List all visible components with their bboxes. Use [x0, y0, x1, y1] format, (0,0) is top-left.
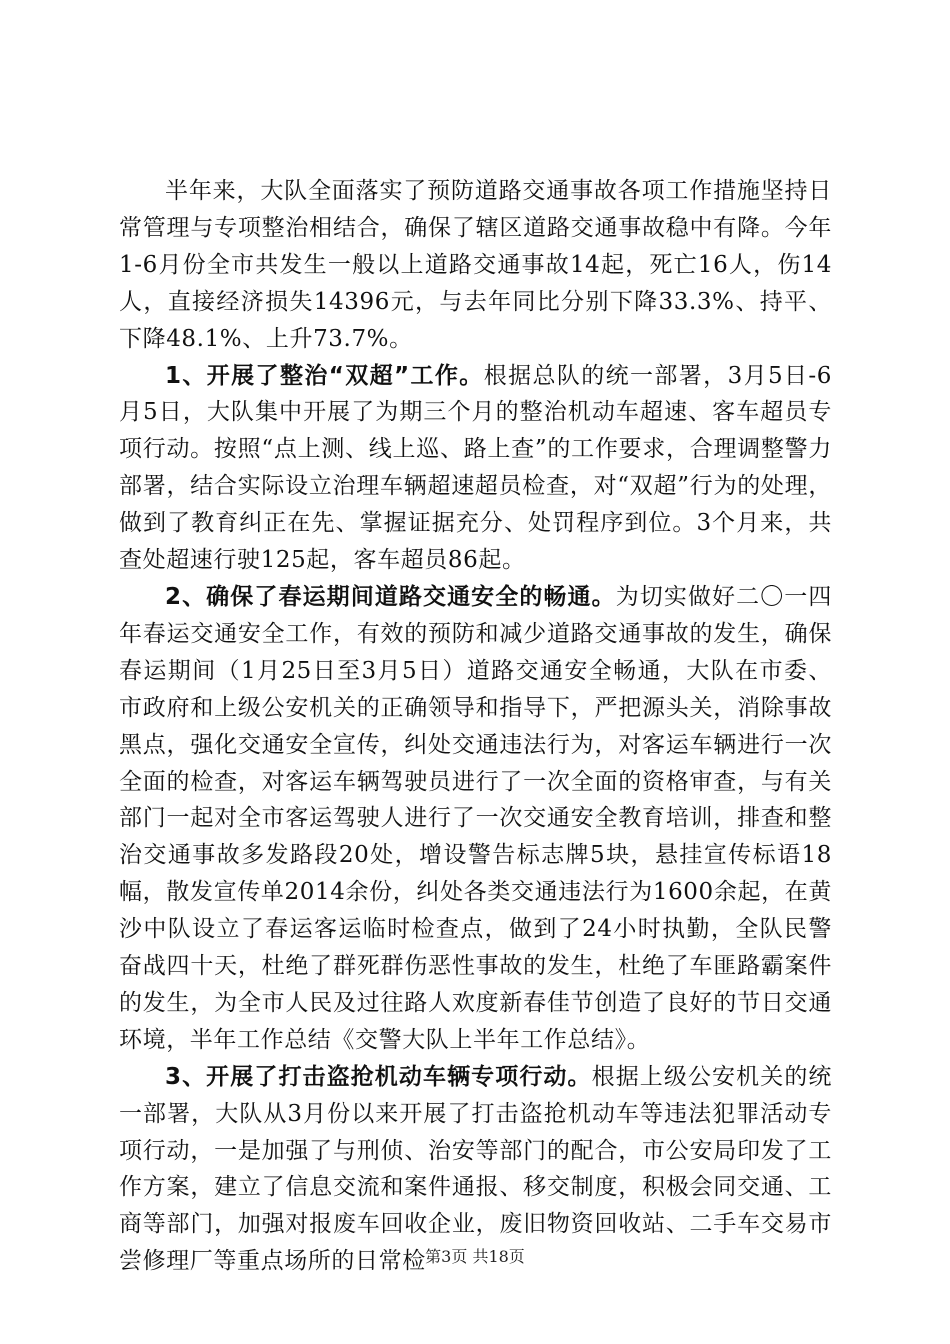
paragraph-summary [119, 173, 832, 358]
document-body [119, 173, 832, 1280]
paragraph-heading: 1、开展了整治“双超”工作。 [165, 362, 484, 389]
paragraph-text: 为切实做好二〇一四年春运交通安全工作，有效的预防和减少道路交通事故的发生，确保春运期间（1月25日至3月5日）道路交通安全畅通，大队在市委、市政府和上级公安机关的正确领导和指导下，严把源头关，消除事故黑点，强化交通安全宣传，纠处交通违法行为，对客运车辆进行一次全面的检查，对客运车辆驾驶员进行了一次全面的资格审查，与有关部门一起对全市客运驾驶人进行了一次交通安全教育培训，排查和整治交通事故多发路段20处，增设警告标志牌5块，悬挂宣传标语18幅，散发宣传单2014余份，纠处各类交通违法行为1600余起，在黄沙中队设立了春运客运临时检查点，做到了24小时执勤，全队民警奋战四十天，杜绝了群死群伤恶性事故的发生，杜绝了车匪路霸案件的发生，为全市人民及过往路人欢度新春佳节创造了良好的节日交通环境，半年工作总结《交警大队上半年工作总结》。 [119, 583, 832, 1053]
paragraph-heading: 2、确保了春运期间道路交通安全的畅通。 [165, 583, 616, 610]
paragraph-heading: 3、开展了打击盗抢机动车辆专项行动。 [165, 1063, 592, 1090]
paragraph-spring-festival-safety [119, 579, 832, 1059]
paragraph-text: 根据总队的统一部署，3月5日-6月5日，大队集中开展了为期三个月的整治机动车超速、客车超员专项行动。按照“点上测、线上巡、路上查”的工作要求，合理调整警力部署，结合实际设立治理车辆超速超员检查，对“双超”行为的处理，做到了教育纠正在先、掌握证据充分、处罚程序到位。3个月来，共查处超速行驶125起，客车超员86起。 [119, 362, 832, 574]
paragraph-text: 半年来，大队全面落实了预防道路交通事故各项工作措施坚持日常管理与专项整治相结合，确保了辖区道路交通事故稳中有降。今年1-6月份全市共发生一般以上道路交通事故14起，死亡16人，伤14人，直接经济损失14396元，与去年同比分别下降33.3%、持平、下降48.1%、上升73.7%。 [119, 178, 832, 352]
page-number-footer: 第3页 共18页 [425, 1247, 525, 1266]
paragraph-text: 根据上级公安机关的统一部署，大队从3月份以来开展了打击盗抢机动车等违法犯罪活动专项行动，一是加强了与刑侦、治安等部门的配合，市公安局印发了工作方案，建立了信息交流和案件通报、移交制度，积极会同交通、工商等部门，加强对报废车回收企业，废旧物资回收站、二手车交易市尝修理厂等重点场所的日常检 [119, 1063, 833, 1275]
paragraph-double-overload [119, 358, 832, 579]
